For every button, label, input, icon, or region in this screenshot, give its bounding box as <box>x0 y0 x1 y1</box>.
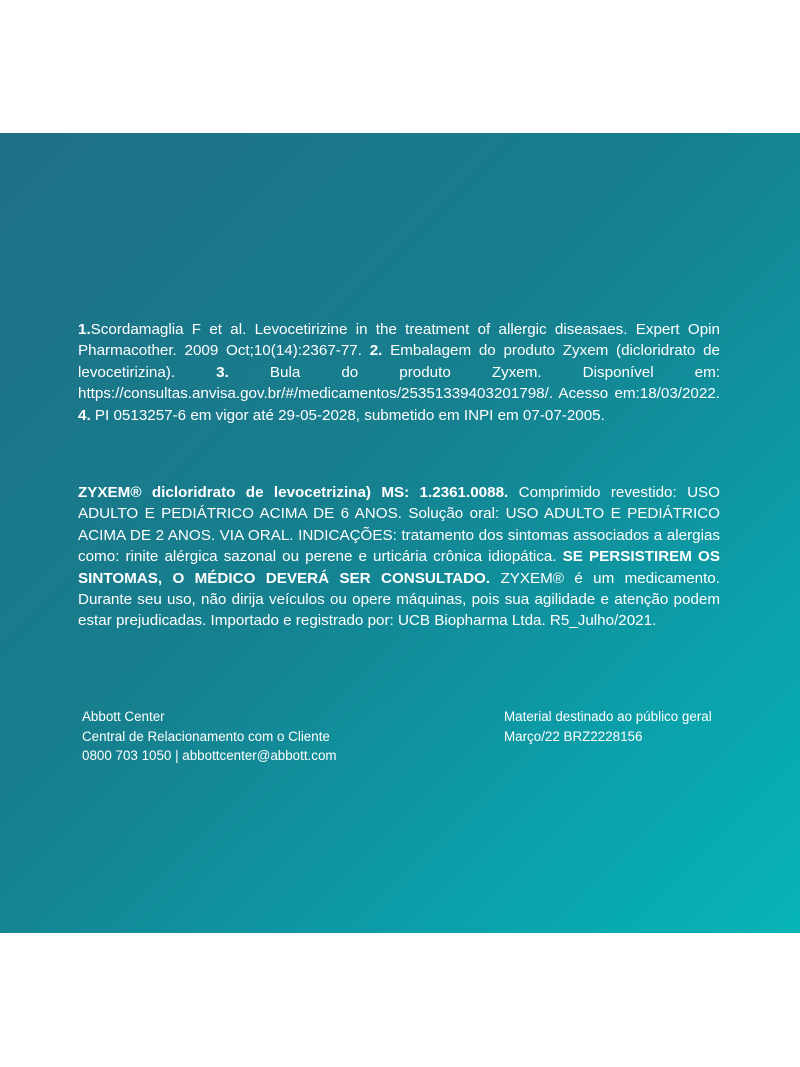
material-code: Março/22 BRZ2228156 <box>504 728 643 744</box>
reference-4-text: PI 0513257-6 em vigor até 29-05-2028, submetido em INPI em 07-07-2005. <box>94 406 605 424</box>
teal-gradient-panel <box>0 133 800 933</box>
contact-block <box>82 707 337 766</box>
product-text-1: Comprimido revestido: USO ADULTO E PEDIÁTRICO ACIMA DE 6 ANOS. Solução oral: USO ADULTO E PEDIÁTRICO ACIMA DE 2 ANOS. VIA ORAL. INDICAÇÕES: tratamento dos sintomas associados a alergias como: rinite alérgica sazonal ou perene e urticária crônica idiopática. <box>78 484 720 566</box>
reference-3-text: Bula do produto Zyxem. Disponível em: https://consultas.anvisa.gov.br/#/medicamentos/25351339403201798/. Acesso em:18/03/2022. <box>78 363 720 403</box>
product-text-2: ZYXEM® é um medicamento. Durante seu uso, não dirija veículos ou opere máquinas, pois sua agilidade e atenção podem estar prejudicadas. Importado e registrado por: UCB Biopharma Ltda. R5_Julho/2021. <box>78 569 720 630</box>
product-intro: ZYXEM® dicloridrato de levocetrizina) MS: 1.2361.0088. <box>78 484 509 501</box>
reference-1-number: 1. <box>78 321 91 338</box>
reference-2-text: Embalagem do produto Zyxem (dicloridrato de levocetirizina). <box>78 342 720 381</box>
reference-2-number: 2. <box>369 342 383 360</box>
reference-1-text: Scordamaglia F et al. Levocetirizine in the treatment of allergic diseasaes. Expert Opin Pharmacother. 2009 Oct;10(14):2367-77. <box>78 321 720 360</box>
material-audience: Material destinado ao público geral <box>504 709 712 724</box>
reference-4-number: 4. <box>78 406 91 424</box>
reference-3-number: 3. <box>216 363 229 381</box>
contact-department: Central de Relacionamento com o Cliente <box>82 728 330 744</box>
product-warning: SE PERSISTIREM OS SINTOMAS, O MÉDICO DEVERÁ SER CONSULTADO. <box>78 548 720 587</box>
contact-name: Abbott Center <box>82 709 165 724</box>
contact-phone-email: 0800 703 1050 | abbottcenter@abbott.com <box>82 748 337 763</box>
material-block <box>504 707 712 746</box>
product-information-paragraph <box>78 482 720 632</box>
references-paragraph <box>78 319 720 426</box>
